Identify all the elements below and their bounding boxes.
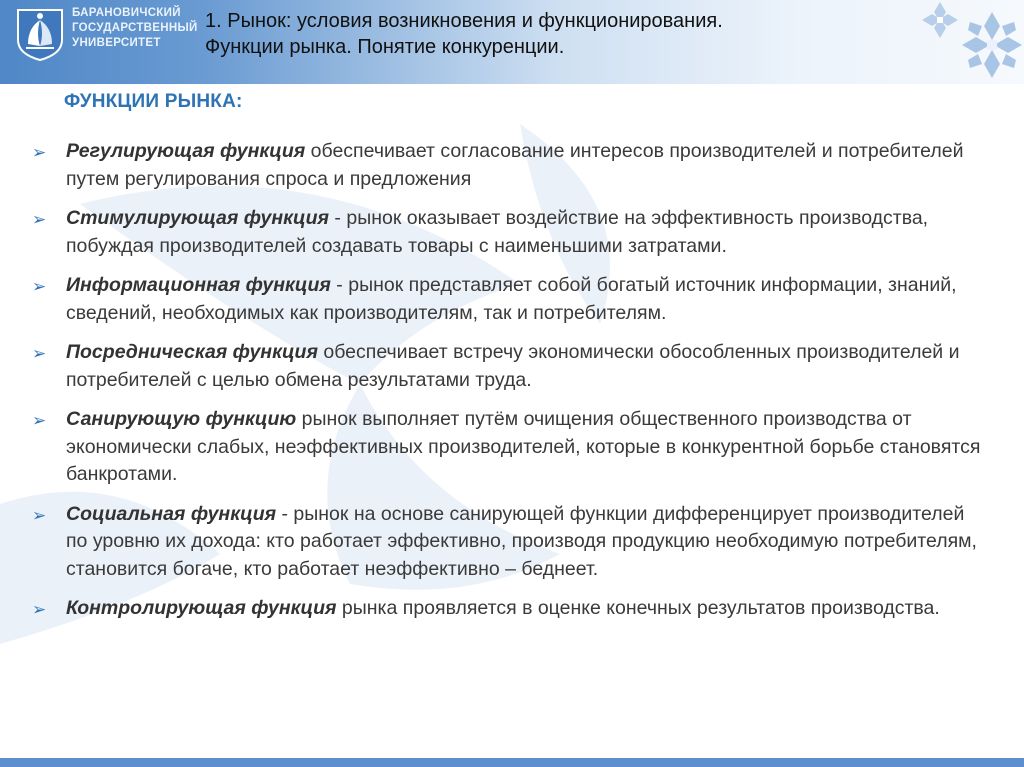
function-term: Социальная функция (66, 502, 277, 525)
university-name-line: ГОСУДАРСТВЕННЫЙ (72, 22, 198, 34)
function-description: обеспечивает встречу экономически обособленных производителей и потребителей с целью обмена результатами труда. (66, 341, 960, 391)
slide-title-line: 1. Рынок: условия возникновения и функционирования. (205, 10, 723, 32)
slide-title (205, 8, 895, 60)
list-item (30, 501, 990, 584)
function-term: Посредническая функция (66, 341, 318, 363)
list-item (30, 138, 990, 193)
function-term: Контролирующая функция (66, 597, 337, 619)
function-description: - рынок оказывает воздействие на эффективность производства, побуждая производителей создавать товары с наименьшими затратами. (66, 207, 929, 257)
list-item (30, 272, 990, 327)
arrow-bullet-icon: ➢ (32, 411, 47, 430)
slide-title-line: Функции рынка. Понятие конкуренции. (205, 36, 565, 58)
ornament-small-icon (918, 0, 962, 40)
ornament-large-icon (960, 10, 1024, 80)
function-description: рынок выполняет путём очищения общественного производства от экономически слабых, неэффективных производителей, которые в конкурентной борьбе становятся банкротами. (66, 408, 981, 485)
list-item (30, 339, 990, 394)
arrow-bullet-icon: ➢ (32, 344, 47, 363)
university-logo-icon (14, 6, 66, 62)
list-item (30, 406, 990, 489)
function-description: - рынок представляет собой богатый источник информации, знаний, сведений, необходимых как производителям, так и потребителям. (66, 274, 957, 324)
arrow-bullet-icon: ➢ (32, 143, 47, 162)
arrow-bullet-icon: ➢ (32, 600, 47, 619)
university-name-line: УНИВЕРСИТЕТ (72, 37, 161, 49)
list-item (30, 205, 990, 260)
university-name-line: БАРАНОВИЧСКИЙ (72, 7, 181, 19)
function-term: Санирующую функцию (66, 408, 297, 430)
arrow-bullet-icon: ➢ (32, 210, 47, 229)
header-band (0, 0, 1024, 84)
function-description: - рынок на основе санирующей функции дифференцирует производителей по уровню их дохода: кто работает эффективно, производя продукцию необходимую потребителям, становится богаче, кто работает неэффективно – беднеет. (66, 502, 977, 580)
bottom-bar (0, 758, 1024, 767)
function-term: Информационная функция (66, 274, 331, 296)
list-item (30, 595, 990, 623)
university-name (72, 6, 202, 51)
function-term: Регулирующая функция (66, 140, 306, 162)
section-title: ФУНКЦИИ РЫНКА: (64, 91, 243, 112)
function-description: рынка проявляется в оценке конечных результатов производства. (336, 597, 940, 619)
arrow-bullet-icon: ➢ (32, 505, 47, 525)
arrow-bullet-icon: ➢ (32, 277, 47, 296)
function-description: обеспечивает согласование интересов производителей и потребителей путем регулирования спроса и предложения (66, 140, 964, 190)
function-term: Стимулирующая функция (66, 207, 330, 229)
functions-list (30, 138, 990, 635)
